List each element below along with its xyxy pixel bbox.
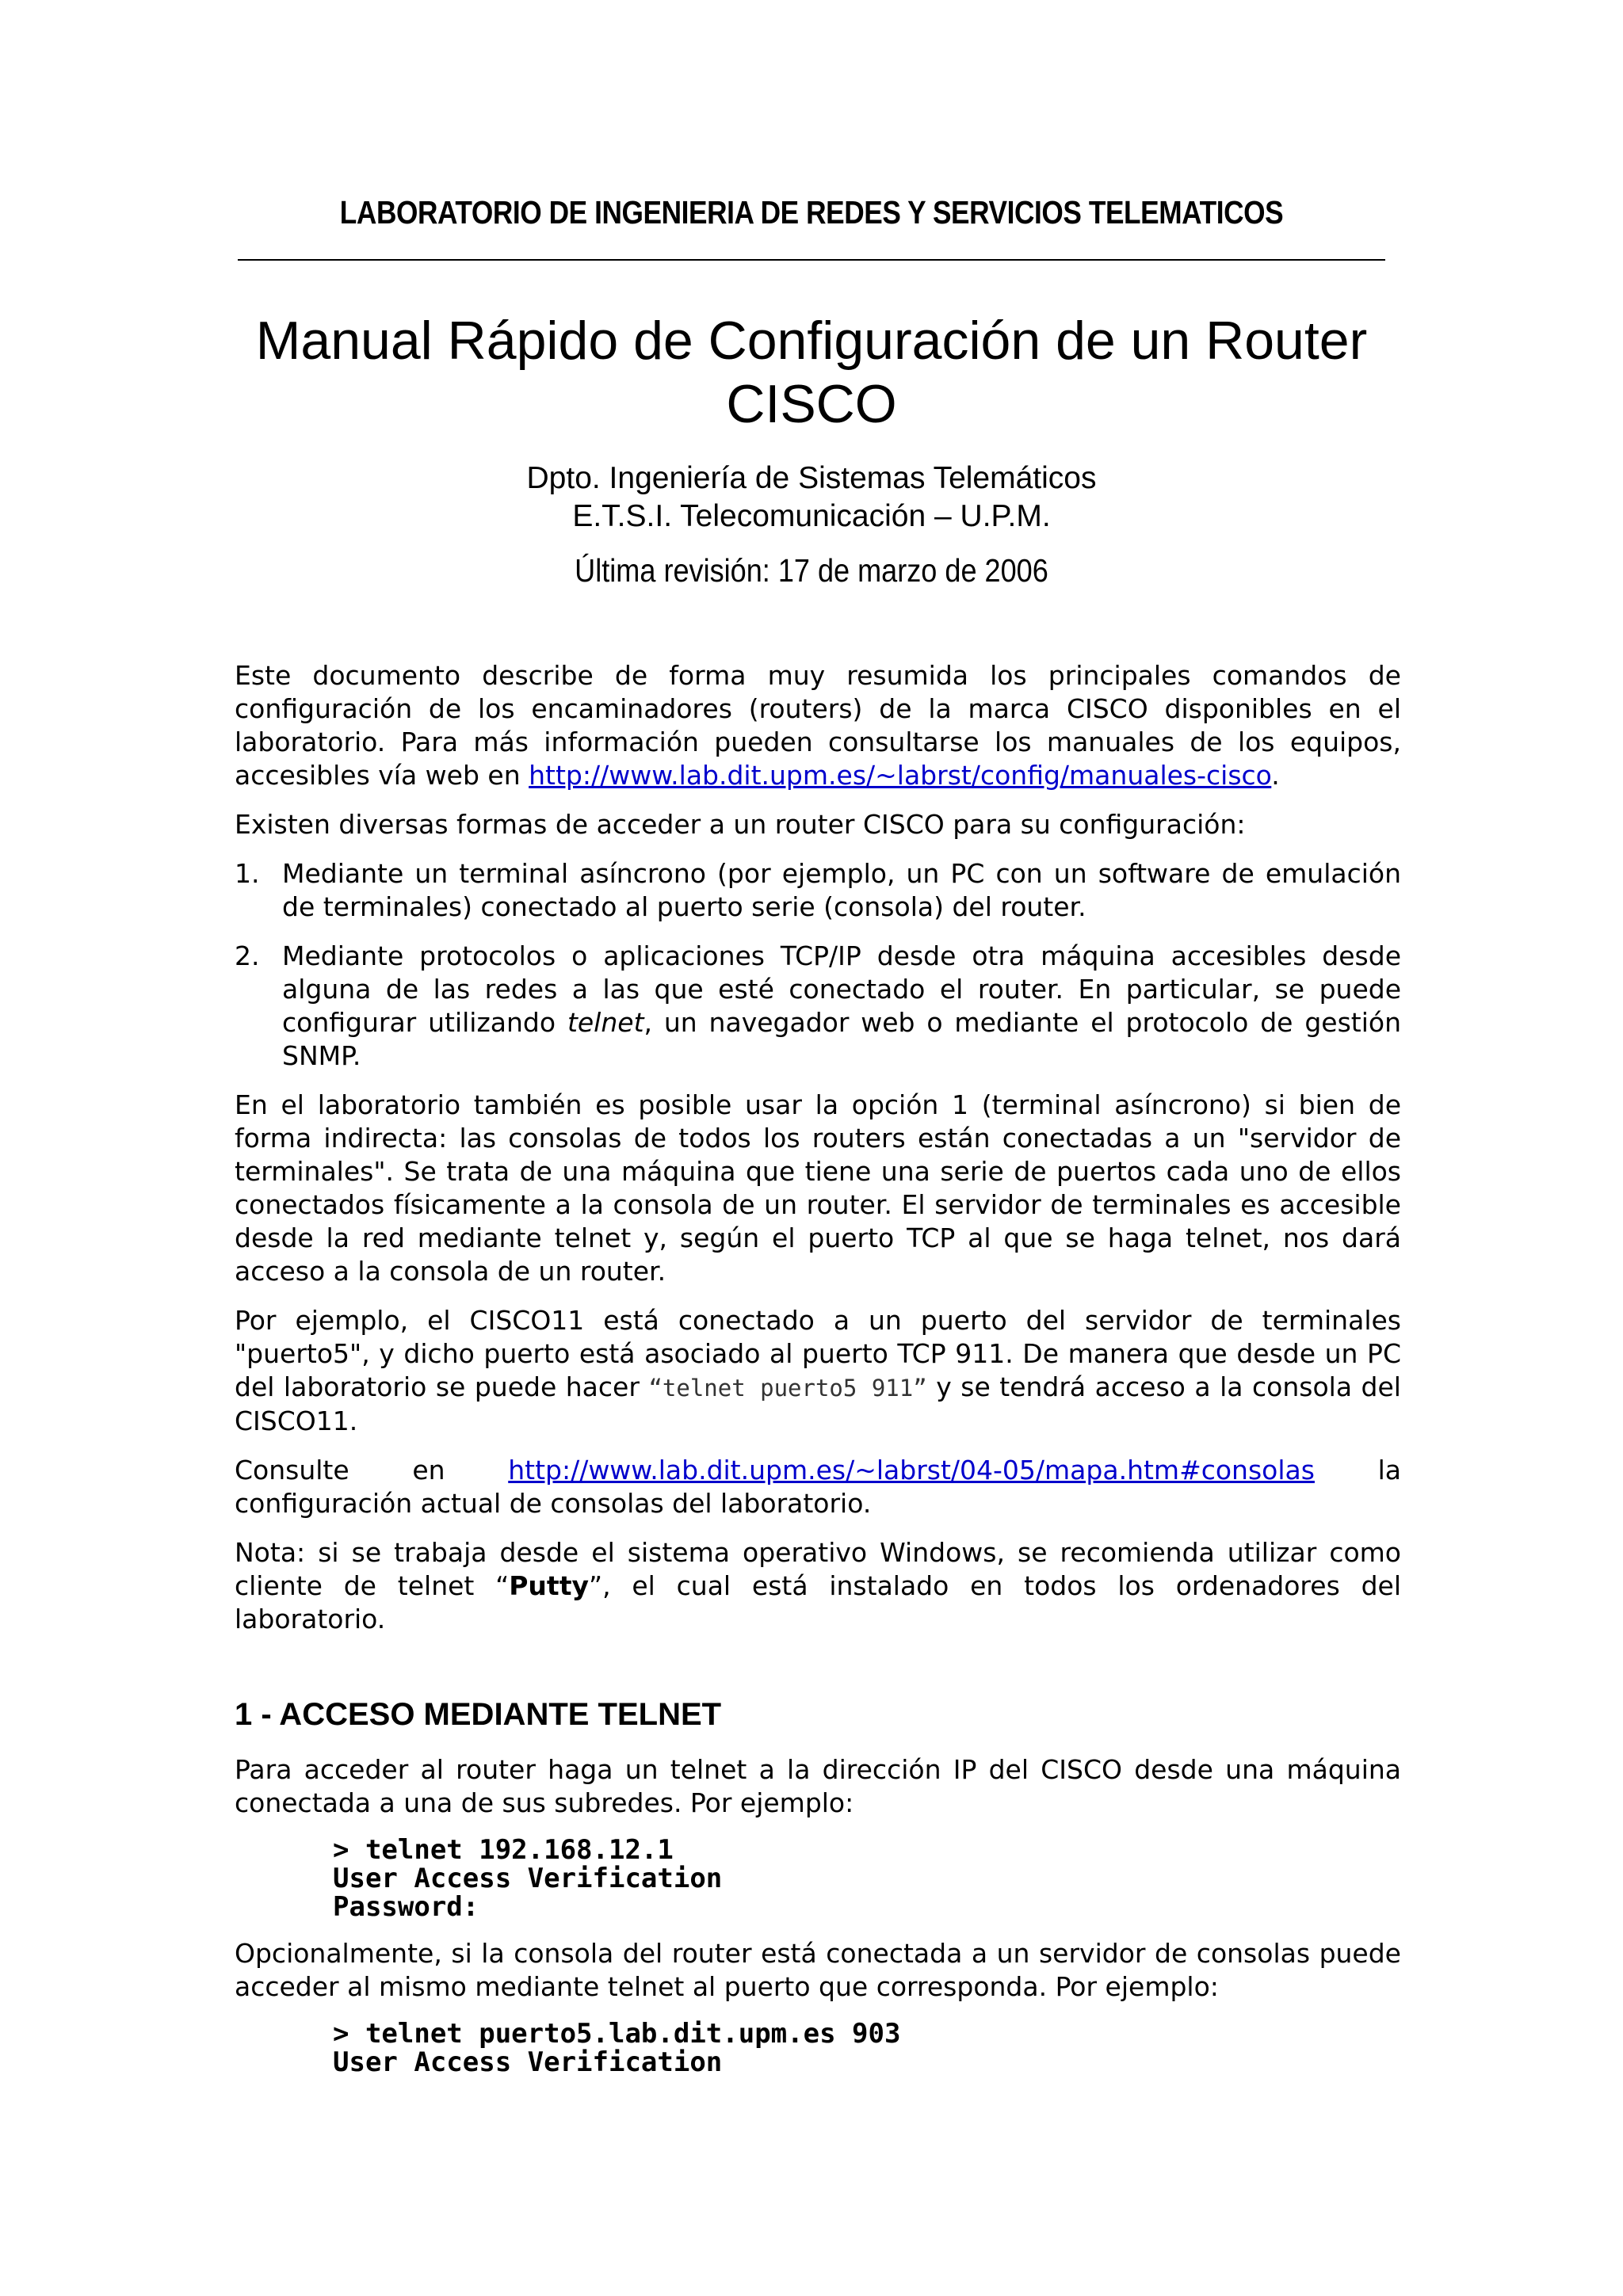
example-paragraph: Por ejemplo, el CISCO11 está conectado a un puerto del servidor de terminales "puerto5", y dicho puerto está asociado al puerto TCP 911. De manera que desde un PC del laboratorio se puede hacer “telnet puerto5 911” y se tendrá acceso a la consola del CISCO11. xyxy=(235,1305,1401,1436)
affiliation xyxy=(238,460,1385,536)
code-line: Password: xyxy=(333,1891,479,1923)
code-line: > telnet 192.168.12.1 xyxy=(333,1834,674,1866)
revision-date: Última revisión: 17 de marzo de 2006 xyxy=(575,552,1048,589)
lab-header: LABORATORIO DE INGENIERIA DE REDES Y SERVICIOS TELEMATICOS xyxy=(339,194,1284,231)
code-line: User Access Verification xyxy=(333,1863,723,1894)
document-body xyxy=(235,659,1401,2092)
header-rule xyxy=(238,259,1385,261)
inline-command: “telnet puerto5 911” xyxy=(648,1375,927,1402)
section-paragraph: Opcionalmente, si la consola del router está conectada a un servidor de consolas puede acceder al mismo mediante telnet al puerto que corresponda. Por ejemplo: xyxy=(235,1938,1401,2002)
section-heading: 1 - ACCESO MEDIANTE TELNET xyxy=(235,1697,722,1732)
school: E.T.S.I. Telecomunicación – U.P.M. xyxy=(572,499,1051,533)
access-intro: Existen diversas formas de acceder a un router CISCO para su configuración: xyxy=(235,809,1246,840)
lab-paragraph: En el laboratorio también es posible usar la opción 1 (terminal asíncrono) si bien de forma indirecta: las consolas de todos los routers están conectadas a un "servidor de terminales". Se trata de una máquina que tiene una serie de puertos cada uno de ellos conectados físicamente a la consola de un router. El servidor de terminales es accesible desde la red mediante telnet y, según el puerto TCP al que se haga telnet, nos dará acceso a la consola de un router. xyxy=(235,1089,1401,1287)
list-item: 2. Mediante protocolos o aplicaciones TCP/IP desde otra máquina accesibles desde alguna de las redes a las que esté conectado el router. En particular, se puede configurar utilizando telnet, un navegador web o mediante el protocolo de gestión SNMP. xyxy=(235,940,1401,1071)
consoles-map-link[interactable]: http://www.lab.dit.upm.es/~labrst/04-05/mapa.htm#consolas xyxy=(508,1455,1315,1486)
title-line-1: Manual Rápido de Configuración de un Router xyxy=(255,311,1368,371)
department: Dpto. Ingeniería de Sistemas Telemáticos xyxy=(526,461,1097,495)
note-paragraph: Nota: si se trabaja desde el sistema operativo Windows, se recomienda utilizar como cliente de telnet “Putty”, el cual está instalado en todos los ordenadores del laboratorio. xyxy=(235,1537,1401,1634)
manuals-link[interactable]: http://www.lab.dit.upm.es/~labrst/config/manuales-cisco xyxy=(529,760,1272,791)
code-block xyxy=(333,2019,1401,2077)
code-line: > telnet puerto5.lab.dit.upm.es 903 xyxy=(333,2018,901,2050)
document-title xyxy=(238,309,1385,436)
section-paragraph: Para acceder al router haga un telnet a la dirección IP del CISCO desde una máquina conectada a una de sus subredes. Por ejemplo: xyxy=(235,1754,1401,1818)
list-item: 1. Mediante un terminal asíncrono (por ejemplo, un PC con un software de emulación de terminales) conectado al puerto serie (consola) del router. xyxy=(235,858,1401,922)
code-block xyxy=(333,1836,1401,1921)
access-methods-list xyxy=(235,857,1401,1073)
consult-paragraph: Consulte en http://www.lab.dit.upm.es/~labrst/04-05/mapa.htm#consolas la configuración actual de consolas del laboratorio. xyxy=(235,1455,1401,1519)
code-line: User Access Verification xyxy=(333,2046,723,2078)
title-line-2: CISCO xyxy=(726,374,897,434)
intro-paragraph: Este documento describe de forma muy resumida los principales comandos de configuración de los encaminadores (routers) de la marca CISCO disponibles en el laboratorio. Para más información pueden consultarse los manuales de los equipos, accesibles vía web en http://www.lab.dit.upm.es/~labrst/config/manuales-cisco. xyxy=(235,660,1401,791)
